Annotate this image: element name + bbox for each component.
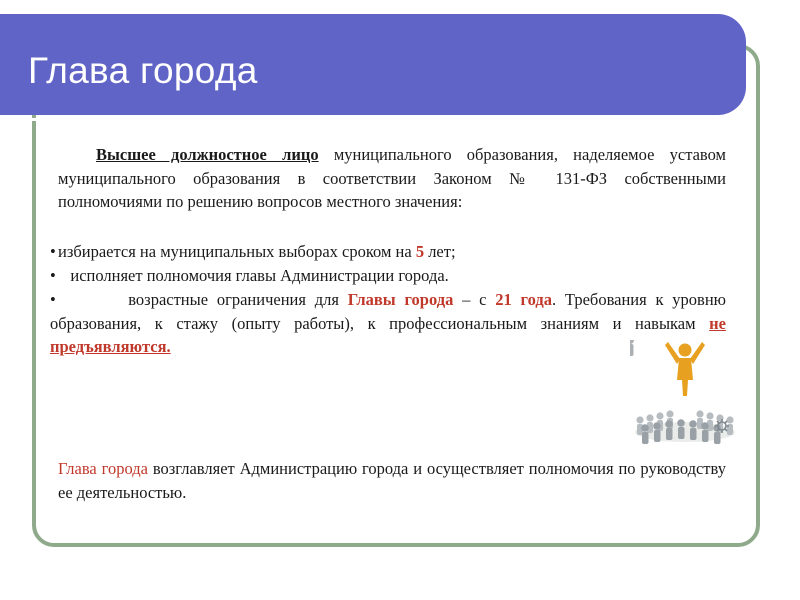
bullet-1-text: избирается на муниципальных выборах сроком на	[58, 242, 416, 261]
bullet-3-middle: – с	[453, 290, 496, 309]
intro-paragraph	[58, 143, 726, 214]
bullet-dot: •	[50, 266, 56, 285]
bullet-item-3	[50, 288, 726, 359]
bullet-2-text: исполняет полномочия главы Администрации города.	[70, 266, 449, 285]
bullet-3-highlight-3: не предъявляются.	[50, 313, 726, 356]
bullet-3-highlight-1: Главы города	[347, 290, 454, 309]
title-bar	[0, 14, 746, 115]
bullet-3-text: возрастные ограничения для	[128, 290, 348, 309]
closing-rest: возглавляет Администрацию города и осуществляет полномочия по руководству ее деятельностью.	[58, 459, 726, 502]
bullet-dot: •	[50, 242, 56, 261]
bullet-1-tail: лет;	[424, 242, 456, 261]
bullet-item-2	[50, 264, 726, 288]
bullet-item-1	[50, 240, 726, 264]
bullet-1-highlight: 5	[415, 242, 425, 261]
intro-rest: муниципального образования, наделяемое уставом муниципального образования в соответствии Законом № 131-ФЗ собственными полномочиями по решению вопросов местного значения:	[58, 145, 726, 211]
bullet-3-highlight-2: 21 года	[495, 290, 552, 309]
bullet-dot: •	[50, 290, 56, 309]
intro-lead: Высшее должностное лицо	[96, 145, 319, 164]
closing-paragraph	[58, 457, 726, 504]
slide-title: Глава города	[28, 50, 258, 91]
leader-crowd-icon	[630, 340, 740, 450]
bullet-3-tail: . Требования к уровню образования, к стажу (опыту работы), к профессиональным знаниям и навыкам	[50, 290, 726, 333]
title-underline	[32, 118, 712, 121]
closing-lead: Глава города	[58, 459, 148, 478]
